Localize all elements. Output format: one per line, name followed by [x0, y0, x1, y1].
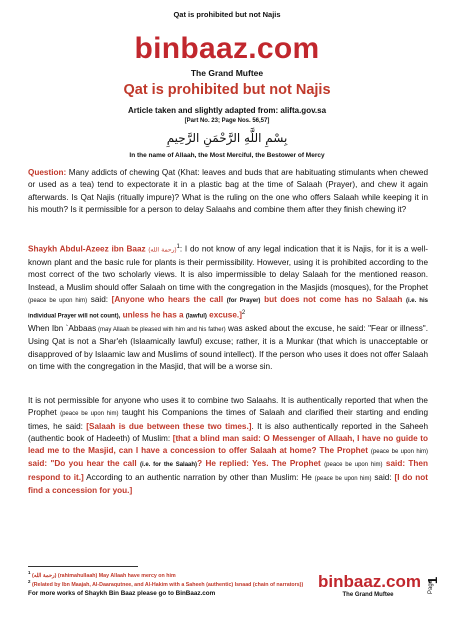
- pbuh-honorific: (peace be upon him): [28, 297, 88, 304]
- hadith-quote: [that a blind man said: O Messenger of Allaah, I have no guide to lead me to the Masjid, can I have a concession to offer Salaah at home? The Prophet: [28, 433, 428, 456]
- hadith-quote: said: Then respond to it.]: [28, 459, 428, 482]
- article-source: Article taken and slightly adapted from: alifta.gov.sa: [127, 106, 327, 115]
- footnote-2: [28, 578, 303, 589]
- hadith-note: (for Prayer): [226, 297, 261, 304]
- page-number-value: 1: [425, 576, 440, 584]
- footnote-text: (Related by Ibn Maajah, Al-Daaraqutnee, and Al-Hakim with a Saheeh (authentic) Isnaad (chain of narrators)): [31, 581, 304, 588]
- pbuh-honorific: (peace be upon him): [324, 462, 383, 469]
- hadith-quote: "Do you hear the call: [50, 459, 141, 469]
- speaker-honorific: (رحمة الله): [148, 247, 177, 254]
- logo-tagline: The Grand Muftee: [190, 68, 264, 78]
- ibn-abbas-paragraph: [28, 323, 428, 373]
- article-title: Qat is prohibited but not Najis: [123, 82, 331, 98]
- bismillah-english: In the name of Allaah, the Most Merciful, the Bestower of Mercy: [129, 152, 325, 159]
- footnote-divider: [28, 566, 138, 567]
- footer-binbaaz-logo: binbaaz.com: [318, 572, 421, 591]
- narrator-name: When Ibn `Abbaas: [28, 324, 97, 333]
- binbaaz-logo: binbaaz.com: [134, 32, 320, 65]
- page-number: [426, 556, 440, 616]
- footnote-text: (رحمة الله) (rahimahullaah) May Allaah have mercy on him: [31, 572, 176, 579]
- hadith-quote: unless he has a: [120, 310, 186, 320]
- footer-logo-tagline: The Grand Muftee: [342, 592, 394, 598]
- paragraph-text: According to an authentic narration by other than Muslim: He: [83, 472, 315, 482]
- pbuh-honorific: (peace be upon him): [60, 411, 119, 418]
- footnote-ref-2[interactable]: 2: [241, 310, 246, 317]
- hadith-quote: said:: [28, 459, 51, 469]
- narrator-honorific: (may Allaah be pleased with him and his father): [96, 327, 226, 333]
- hadith-note: (i.e. his individual Prayer will not count),: [28, 297, 428, 320]
- answer-text: : I do not know of any legal indication that it is Najis, for it is a well-known plant and the basic rule for plants is their permissibility. However, using it is prohibited according to the most correct of the two scholarly views. It is also impermissible to delay Salaah for the mentioned reason. Instead, a Muslim should offer Salaah on time with the congregation in the Masjids (mosques), for the Prophet: [28, 244, 428, 292]
- footnote-ref-1[interactable]: 1: [176, 244, 180, 250]
- question-paragraph: [28, 167, 428, 216]
- hadith-note: (i.e. for the Salaah): [140, 462, 198, 469]
- running-header: Qat is prohibited but not Najis: [173, 10, 281, 19]
- pbuh-honorific: (peace be upon him): [314, 475, 372, 482]
- hadith-quote: ? He replied: Yes. The Prophet: [197, 459, 325, 469]
- pbuh-honorific: (peace be upon him): [370, 449, 429, 456]
- hadith-note: (lawful): [185, 313, 207, 320]
- question-text: Many addicts of chewing Qat (Khat: leaves and buds that are habituating stimulants when chewed or used as a tea) tend to expectorate it in a plastic bag at the time of Salaah (Prayer), and chew it again afterwards. Is Qat Najis (ritually impure)? What is the ruling on the one who offers Salaah while keeping it in his mouth? Is it permissible for a person to delay Salaahs and combine them after they finish chewing it?: [28, 168, 428, 214]
- footnote-number: 2: [28, 579, 31, 584]
- footer-promo-text: For more works of Shaykh Bin Baaz please go to BinBaaz.com: [28, 590, 216, 597]
- paragraph-text: . It is also authentically reported in the Saheeh (authentic book of Hadeeth) of Muslim:: [28, 421, 429, 443]
- answer-paragraph: [28, 241, 428, 323]
- question-label: Question:: [28, 168, 67, 177]
- hadith-quote: [I do not find a concession for you.]: [28, 472, 428, 496]
- page-label: Page: [428, 579, 434, 594]
- footnote-number: 1: [28, 570, 31, 575]
- said-text: said:: [87, 294, 112, 304]
- hadith-quote: [Salaah is due between these two times.]: [86, 421, 252, 431]
- hadith-quote: [Anyone who hears the call: [111, 294, 227, 304]
- paragraph-text: was asked about the excuse, he said: "Fear or illness". Using Qat is not a Shar'eh (Islaamically lawful) excuse; rather, it is a Munkar (that which is unacceptable or disapproved of by Islaamic law and Muslims of sound intellect). If the person who uses it does not offer Salaah on time with the congregation in the Masjid, that will be a worse sin.: [28, 324, 428, 371]
- said-text: said:: [371, 472, 395, 482]
- hadith-quote: excuse.]: [206, 310, 242, 320]
- hadith-quote: but does not come has no Salaah: [260, 294, 406, 304]
- paragraph-text: It is not permissible for anyone who uses it to combine two Salaahs. It is authentically reported that when the Prophet: [28, 396, 428, 418]
- combine-salaah-paragraph: [28, 395, 428, 497]
- article-reference: [Part No. 23; Page Nos. 56,57]: [184, 118, 270, 124]
- paragraph-text: taught his Companions the times of Salaah and clarified their starting and ending times, he said:: [28, 408, 428, 431]
- bismillah-arabic: بِسْمِ اللَّهِ الرَّحْمَنِ الرَّحِيمِ: [166, 131, 288, 145]
- answer-speaker: Shaykh Abdul-Azeez ibn Baaz: [28, 244, 146, 254]
